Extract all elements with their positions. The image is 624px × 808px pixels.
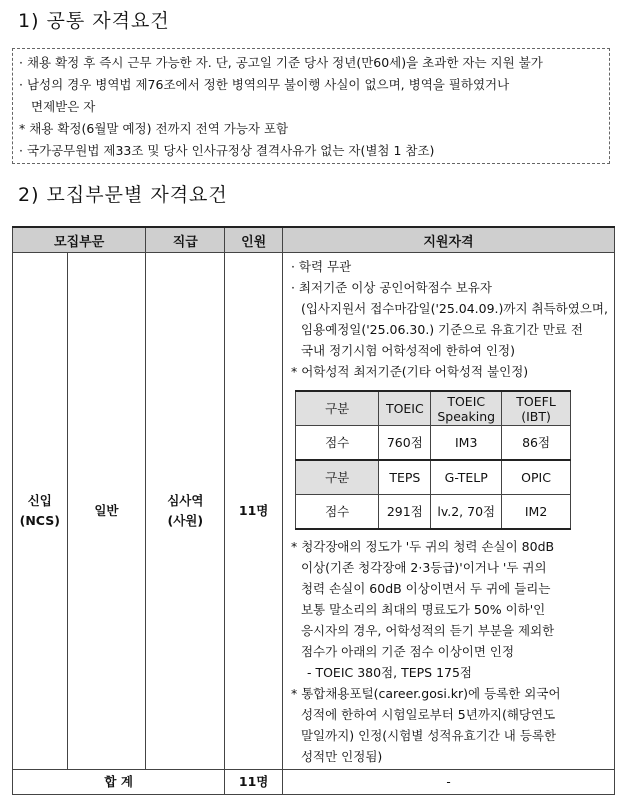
qual-line: 점수가 아래의 기준 점수 이상이면 인정 [300,644,515,659]
qual-line: 임용예정일('25.06.30.) 기준으로 유효기간 만료 전 [300,322,583,337]
field-cell: 일반 [67,253,146,770]
score-label: 점수 [295,426,378,461]
qual-line: · 최저기준 이상 공인어학점수 보유자 [290,280,492,295]
score-header: G-TELP [431,460,502,495]
score-header: OPIC [502,460,571,495]
grade-cell [146,253,225,770]
dept-name: 신입 [27,493,52,508]
score-label: 점수 [295,495,378,530]
qual-line: 성적에 한하여 시험일로부터 5년까지(해당연도 [300,707,556,722]
grade-sub: (사원) [167,513,204,528]
requirement-line: · 국가공무원법 제33조 및 당사 인사규정상 결격사유가 없는 자(별첨 1 참조) [19,143,435,158]
qual-line: 보통 말소리의 최대의 명료도가 50% 이하'인 [300,602,546,617]
common-requirements-box [12,48,610,164]
requirement-line: 면제받은 자 [31,99,96,114]
count-cell: 11명 [225,253,283,770]
score-value: IM3 [431,426,502,461]
qual-note: * 통합채용포털(career.gosi.kr)에 등록한 외국어 [290,686,561,701]
qual-line: 청력 손실이 60dB 이상이면서 두 귀에 들리는 [300,581,551,596]
score-header: TEPS [379,460,431,495]
section-2-heading: 2) 모집부문별 자격요건 [18,184,228,206]
score-header: TOEFL (IBT) [502,391,571,426]
header-dept: 모집부문 [13,227,146,253]
score-value: IM2 [502,495,571,530]
header-qualification: 지원자격 [282,227,614,253]
qual-note: * 어학성적 최저기준(기타 어학성적 불인정) [290,364,529,379]
recruitment-table [12,226,615,795]
score-header: 구분 [295,391,378,426]
dept-cell [13,253,68,770]
header-grade: 직급 [146,227,225,253]
qual-line: 국내 정기시험 어학성적에 한하여 인정) [300,343,515,358]
section-1-heading: 1) 공통 자격요건 [18,10,170,32]
score-header: TOEIC Speaking [431,391,502,426]
requirement-note: * 채용 확정(6월말 예정) 전까지 전역 가능자 포함 [19,121,289,136]
dept-sub: (NCS) [19,513,60,528]
qual-note: * 청각장애의 정도가 '두 귀의 청력 손실이 80dB [290,539,555,554]
score-header: TOEIC [379,391,431,426]
qual-line: (입사지원서 접수마감일('25.04.09.)까지 취득하였으며, [300,301,608,316]
qual-line: 응시자의 경우, 어학성적의 듣기 부분을 제외한 [300,623,555,638]
score-header: 구분 [295,460,378,495]
qual-line: 말일까지) 인정(시험별 성적유효기간 내 등록한 [300,728,557,743]
qual-line: 성적만 인정됨) [300,749,383,764]
requirement-line: · 남성의 경우 병역법 제76조에서 정한 병역의무 불이행 사실이 없으며, 병역을 필하였거나 [19,77,510,92]
score-value: 86점 [502,426,571,461]
header-count: 인원 [225,227,283,253]
score-value: lv.2, 70점 [431,495,502,530]
total-qualification: - [282,770,614,795]
score-value: 760점 [379,426,431,461]
total-count: 11명 [225,770,283,795]
qual-line: 이상(기존 청각장애 2·3등급)'이거나 '두 귀의 [300,560,547,575]
qual-line: - TOEIC 380점, TEPS 175점 [306,665,473,680]
score-table [295,390,571,530]
qual-line: · 학력 무관 [290,259,352,274]
requirement-line: · 채용 확정 후 즉시 근무 가능한 자. 단, 공고일 기준 당사 정년(만60세)을 초과한 자는 지원 불가 [19,55,543,70]
score-value: 291점 [379,495,431,530]
total-label: 합 계 [13,770,225,795]
qualification-cell [282,253,614,770]
grade-name: 심사역 [167,493,204,508]
